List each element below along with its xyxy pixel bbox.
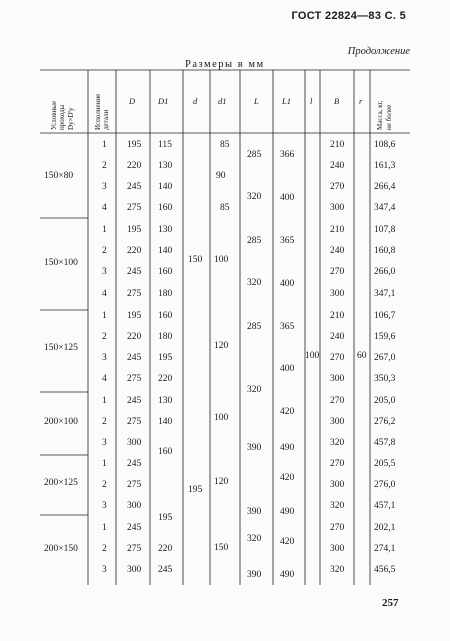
cell-d1: 160 (158, 203, 173, 213)
cell-mass: 108,6 (374, 140, 396, 150)
cell-d: 245 (127, 523, 142, 533)
cell-b: 240 (330, 161, 345, 171)
span-cell-d1: 120 (214, 341, 229, 351)
cell-version: 2 (102, 246, 107, 256)
cell-version: 3 (102, 565, 107, 575)
cell-version: 2 (102, 544, 107, 554)
cell-mass: 205,5 (374, 459, 396, 469)
span-cell-r: 60 (357, 351, 367, 361)
group-label: 200×100 (44, 417, 78, 427)
cell-b: 320 (330, 565, 345, 575)
cell-mass: 267,0 (374, 353, 396, 363)
cell-b: 320 (330, 501, 345, 511)
group-label: 200×125 (44, 478, 78, 488)
cell-d: 300 (127, 501, 142, 511)
span-cell-L: 320 (247, 385, 262, 395)
cell-b: 300 (330, 544, 345, 554)
span-cell-L1: 400 (280, 193, 295, 203)
group-label: 150×80 (44, 171, 74, 181)
col-header-d1: d1 (218, 96, 227, 106)
col-header-mass: Масса, кг, (376, 100, 384, 130)
cell-version: 3 (102, 267, 107, 277)
cell-b: 210 (330, 225, 345, 235)
cell-b: 270 (330, 523, 345, 533)
span-cell-d: 195 (188, 485, 203, 495)
cell-d1: 220 (158, 544, 173, 554)
span-cell-L: 320 (247, 192, 262, 202)
cell-version: 4 (102, 289, 107, 299)
col-header-B: B (334, 96, 340, 106)
cell-mass: 457,1 (374, 501, 396, 511)
cell-version: 1 (102, 311, 107, 321)
cell-mass: 202,1 (374, 523, 396, 533)
cell-b: 210 (330, 311, 345, 321)
cell-mass: 276,0 (374, 480, 396, 490)
cell-b: 300 (330, 289, 345, 299)
cell-d1: 220 (158, 374, 173, 384)
cell-d1: 195 (158, 353, 173, 363)
cell-d1: 160 (158, 267, 173, 277)
span-cell-L1: 366 (280, 150, 295, 160)
col-header-version: детали (102, 109, 110, 130)
col-header-conditional-pass: Dу×D'у (67, 107, 75, 130)
group-label: 150×100 (44, 258, 78, 268)
cell-d1: 160 (158, 311, 173, 321)
cell-d: 275 (127, 374, 142, 384)
cell-b: 300 (330, 374, 345, 384)
cell-d1: 85 (220, 140, 230, 150)
cell-d1: 130 (158, 161, 173, 171)
span-cell-L1: 365 (280, 322, 295, 332)
span-cell-L: 285 (247, 322, 262, 332)
span-cell-L1: 365 (280, 236, 295, 246)
span-cell-L1: 420 (280, 407, 295, 417)
cell-d1: 130 (158, 396, 173, 406)
cell-version: 1 (102, 523, 107, 533)
cell-version: 1 (102, 225, 107, 235)
span-cell-D1: 160 (158, 447, 173, 457)
cell-version: 2 (102, 161, 107, 171)
cell-b: 240 (330, 332, 345, 342)
cell-version: 2 (102, 417, 107, 427)
cell-mass: 106,7 (374, 311, 396, 321)
cell-version: 4 (102, 203, 107, 213)
cell-d1: 180 (158, 332, 173, 342)
span-cell-L1: 490 (280, 507, 295, 517)
table-title: Размеры в мм (185, 59, 265, 70)
cell-mass: 205,0 (374, 396, 396, 406)
cell-d1: 140 (158, 246, 173, 256)
cell-d1: 140 (158, 182, 173, 192)
cell-version: 2 (102, 480, 107, 490)
cell-version: 3 (102, 182, 107, 192)
span-cell-d1: 150 (214, 543, 229, 553)
cell-version: 1 (102, 140, 107, 150)
col-header-L: L (254, 96, 259, 106)
cell-b: 270 (330, 353, 345, 363)
col-header-version: Исполнение (94, 93, 102, 130)
cell-d: 195 (127, 225, 142, 235)
cell-d: 195 (127, 311, 142, 321)
span-cell-L1: 400 (280, 279, 295, 289)
cell-d: 275 (127, 544, 142, 554)
cell-mass: 347,1 (374, 289, 396, 299)
cell-mass: 347,4 (374, 203, 396, 213)
span-cell-d1: 100 (214, 413, 229, 423)
cell-version: 2 (102, 332, 107, 342)
span-cell-L: 285 (247, 236, 262, 246)
cell-d1: 245 (158, 565, 173, 575)
cell-d: 300 (127, 565, 142, 575)
col-header-D1: D1 (158, 96, 169, 106)
cell-mass: 159,6 (374, 332, 396, 342)
cell-mass: 160,8 (374, 246, 396, 256)
col-header-mass: не более (385, 104, 393, 130)
col-header-conditional-pass: Условные (50, 100, 58, 130)
cell-version: 4 (102, 374, 107, 384)
page-number: 257 (382, 597, 399, 609)
cell-mass: 161,3 (374, 161, 396, 171)
col-header-D: D (129, 96, 136, 106)
cell-b: 320 (330, 438, 345, 448)
span-cell-D1: 195 (158, 513, 173, 523)
cell-b: 240 (330, 246, 345, 256)
continuation-label: Продолжение (347, 46, 410, 57)
cell-mass: 266,0 (374, 267, 396, 277)
cell-b: 270 (330, 182, 345, 192)
col-header-d: d (193, 96, 198, 106)
span-cell-d: 150 (188, 255, 203, 265)
cell-b: 300 (330, 203, 345, 213)
cell-version: 3 (102, 438, 107, 448)
cell-version: 3 (102, 501, 107, 511)
col-header-l: l (310, 96, 313, 106)
cell-b: 300 (330, 480, 345, 490)
span-cell-L: 285 (247, 150, 262, 160)
cell-version: 1 (102, 459, 107, 469)
document-header: ГОСТ 22824—83 С. 5 (291, 10, 406, 22)
cell-mass: 457,8 (374, 438, 396, 448)
span-cell-L: 320 (247, 534, 262, 544)
cell-d: 220 (127, 332, 142, 342)
col-header-r: r (359, 96, 363, 106)
span-cell-L: 390 (247, 507, 262, 517)
cell-d: 245 (127, 182, 142, 192)
span-cell-d1: 90 (216, 171, 226, 181)
span-cell-L1: 420 (280, 473, 295, 483)
cell-d1: 115 (158, 140, 172, 150)
group-label: 200×150 (44, 544, 78, 554)
cell-b: 270 (330, 267, 345, 277)
cell-d: 220 (127, 161, 142, 171)
cell-mass: 456,5 (374, 565, 396, 575)
cell-d1: 180 (158, 289, 173, 299)
cell-mass: 274,1 (374, 544, 396, 554)
cell-d: 275 (127, 203, 142, 213)
cell-d: 245 (127, 353, 142, 363)
cell-version: 3 (102, 353, 107, 363)
cell-d: 300 (127, 438, 142, 448)
span-cell-d1: 100 (214, 255, 229, 265)
cell-d: 275 (127, 480, 142, 490)
cell-d: 275 (127, 289, 142, 299)
col-header-conditional-pass: проходы (58, 104, 66, 130)
span-cell-L: 390 (247, 570, 262, 580)
group-label: 150×125 (44, 343, 78, 353)
cell-version: 1 (102, 396, 107, 406)
span-cell-d1: 120 (214, 477, 229, 487)
cell-d1: 130 (158, 225, 173, 235)
cell-d: 245 (127, 459, 142, 469)
span-cell-L: 320 (247, 278, 262, 288)
cell-d1: 85 (220, 203, 230, 213)
cell-mass: 266,4 (374, 182, 396, 192)
span-cell-L1: 420 (280, 537, 295, 547)
cell-mass: 350,3 (374, 374, 396, 384)
cell-d: 275 (127, 417, 142, 427)
cell-b: 210 (330, 140, 345, 150)
span-cell-L1: 400 (280, 364, 295, 374)
cell-d: 195 (127, 140, 142, 150)
cell-d: 245 (127, 396, 142, 406)
span-cell-L1: 490 (280, 443, 295, 453)
cell-d1: 140 (158, 417, 173, 427)
cell-b: 300 (330, 417, 345, 427)
span-cell-l: 100 (305, 351, 320, 361)
cell-d: 245 (127, 267, 142, 277)
col-header-L1: L1 (282, 96, 291, 106)
cell-b: 270 (330, 459, 345, 469)
cell-b: 270 (330, 396, 345, 406)
span-cell-L1: 490 (280, 570, 295, 580)
cell-mass: 276,2 (374, 417, 396, 427)
cell-d: 220 (127, 246, 142, 256)
span-cell-L: 390 (247, 443, 262, 453)
cell-mass: 107,8 (374, 225, 396, 235)
